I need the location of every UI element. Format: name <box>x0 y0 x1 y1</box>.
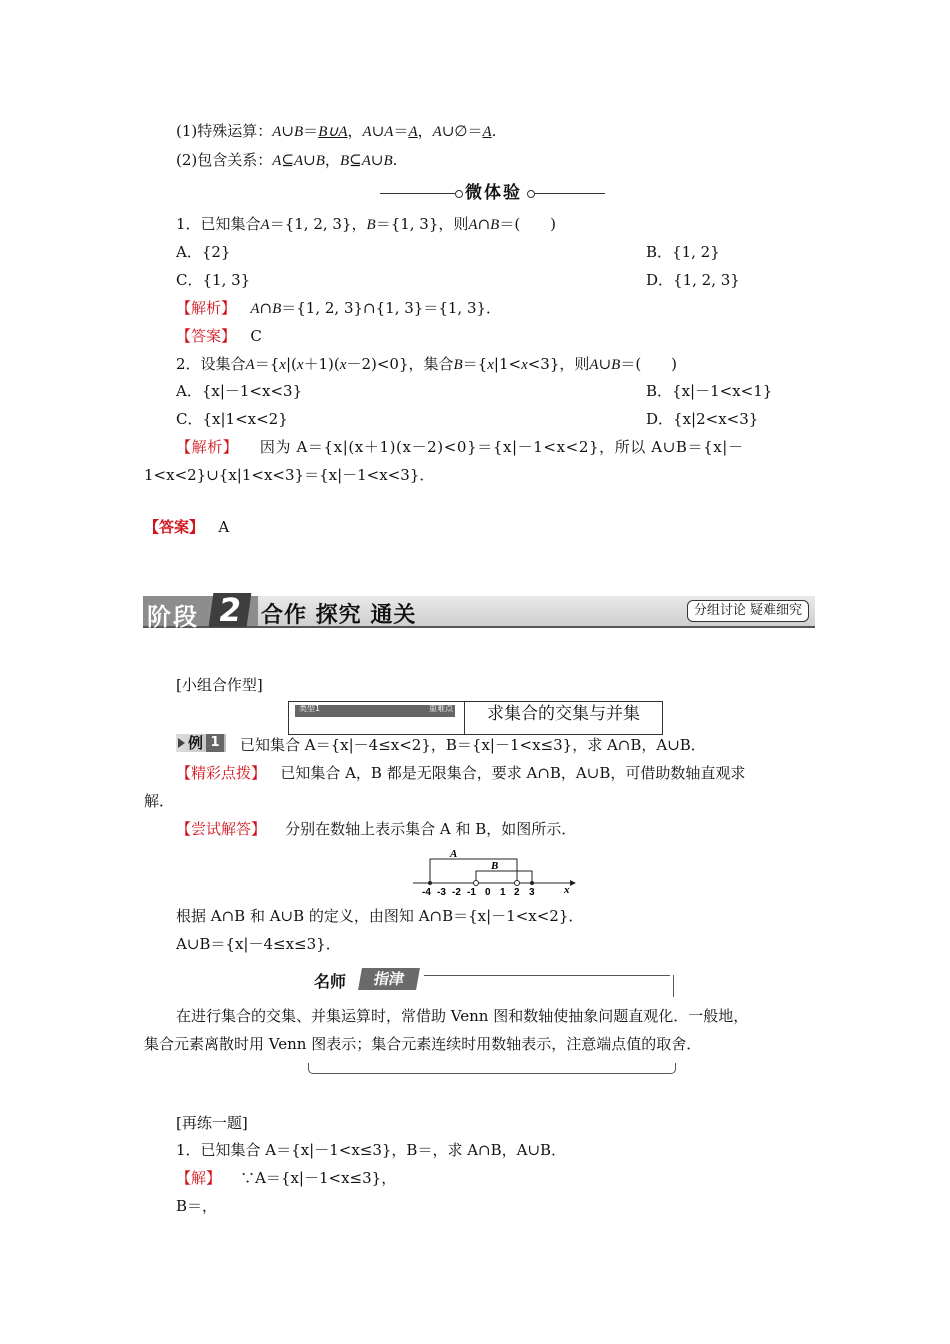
number-line-figure <box>405 845 585 895</box>
stage-title: 合作 探究 通关 <box>261 603 417 628</box>
q1-option-b: B．{1, 2} <box>646 243 720 261</box>
example-word: 例 <box>188 734 204 752</box>
type-title: 求集合的交集与并集 <box>464 701 663 735</box>
q2-option-c: C．{x|1<x<2} <box>176 410 288 428</box>
jingcai-line2: 解． <box>144 792 175 810</box>
tick--1: -1 <box>467 887 476 895</box>
example-tag <box>176 734 226 752</box>
example-number: 1 <box>206 734 224 752</box>
q1-option-c: C．{1, 3} <box>176 271 251 289</box>
stage-word: 阶段 <box>147 603 199 631</box>
q2-answer: 【答案】 A <box>144 518 230 536</box>
point-a-open <box>515 881 520 886</box>
point-b-closed <box>530 881 534 885</box>
type-strip <box>295 705 455 717</box>
weitiyan-heading: 微体验 <box>465 183 522 203</box>
tick-0: 0 <box>485 887 491 895</box>
box-right-edge <box>673 975 674 997</box>
analysis-label: 【解析】 <box>176 299 237 317</box>
section-divider-left <box>380 193 455 194</box>
box-top-line <box>424 975 670 976</box>
practice-question: 1．已知集合 A＝{x|－1<x≤3}，B＝，求 A∩B，A∪B． <box>176 1141 567 1159</box>
teacher-tip-line1: 在进行集合的交集、并集运算时，常借助 Venn 图和数轴使抽象问题直观化．一般地， <box>176 1007 749 1025</box>
answer-label: 【答案】 <box>144 518 205 536</box>
teacher-tip-line2: 集合元素离散时用 Venn 图表示；集合元素连续时用数轴表示，注意端点值的取舍． <box>144 1035 702 1053</box>
attempt-label: 【尝试解答】 <box>176 820 267 838</box>
analysis-label: 【解析】 <box>176 438 239 456</box>
q2-analysis-line1: 【解析】 因为 A＝{x|(x＋1)(x－2)<0}＝{x|－1<x<2}，所以 A∪B＝{x|－ <box>176 438 744 456</box>
stage-number: 2 <box>209 593 252 627</box>
label-b: B <box>491 860 499 872</box>
practice-solution-line2: B＝， <box>176 1197 218 1215</box>
point-b-open <box>474 881 479 886</box>
q2-stem: 2．设集合A＝{x|(x＋1)(x－2)<0}，集合B＝{x|1<x<3}，则A∪B＝( ) <box>176 355 678 373</box>
group-label: [小组合作型] <box>176 676 263 694</box>
q1-analysis: 【解析】 A∩B＝{1, 2, 3}∩{1, 3}＝{1, 3}． <box>176 299 502 317</box>
stage-banner <box>143 591 815 631</box>
label-a: A <box>450 848 458 860</box>
point-a-closed <box>428 881 432 885</box>
set-b-bracket <box>476 871 532 883</box>
stage-tag: 分组讨论 疑难细究 <box>687 600 809 622</box>
q1-stem: 1．已知集合A＝{1, 2, 3}，B＝{1, 3}，则A∩B＝( ) <box>176 215 557 233</box>
teacher-label: 名师 <box>314 972 347 991</box>
divider-dot-right <box>527 190 535 198</box>
q2-option-a: A．{x|－1<x<3} <box>176 382 303 400</box>
q1-answer: 【答案】 C <box>176 327 262 345</box>
practice-solution-line1: 【解】 ∵A＝{x|－1<x≤3}， <box>176 1169 397 1187</box>
tick--4: -4 <box>422 887 431 895</box>
tick--2: -2 <box>452 887 461 895</box>
tick--3: -3 <box>437 887 446 895</box>
property-special-operations: (1)特殊运算：A∪B＝B∪A，A∪A＝A，A∪∅＝A. <box>176 122 497 140</box>
solution-label: 【解】 <box>176 1169 222 1187</box>
answer-label: 【答案】 <box>176 327 237 345</box>
tick-1: 1 <box>500 887 506 895</box>
axis-arrow <box>570 880 576 886</box>
type-tag: 类型1 <box>299 704 321 713</box>
hint-label: 【精彩点拨】 <box>176 764 267 782</box>
practice-label: [再练一题] <box>176 1114 248 1132</box>
changshi-line: 【尝试解答】 分别在数轴上表示集合 A 和 B，如图所示． <box>176 820 577 838</box>
example-text: 已知集合 A＝{x|－4≤x<2}，B＝{x|－1<x≤3}，求 A∩B，A∪B． <box>240 736 706 754</box>
label-x: x <box>564 884 570 895</box>
result-intersection: 根据 A∩B 和 A∪B 的定义，由图知 A∩B＝{x|－1<x<2}． <box>176 907 584 925</box>
q1-option-a: A．{2} <box>176 243 231 261</box>
q1-option-d: D．{1, 2, 3} <box>646 271 740 289</box>
type-badge-cell <box>288 701 465 735</box>
property-inclusion: (2)包含关系：A⊆A∪B，B⊆A∪B. <box>176 151 398 169</box>
tick-3: 3 <box>529 887 535 895</box>
box-bottom-edge <box>308 1063 676 1074</box>
teacher-label-highlight: 指津 <box>358 968 420 990</box>
q2-option-b: B．{x|－1<x<1} <box>646 382 773 400</box>
q2-analysis-line2: 1<x<2}∪{x|1<x<3}＝{x|－1<x<3}． <box>144 466 435 484</box>
tick-2: 2 <box>514 887 520 895</box>
jingcai-line1: 【精彩点拨】 已知集合 A，B 都是无限集合，要求 A∩B，A∪B，可借助数轴直观求 <box>176 764 746 782</box>
q2-option-d: D．{x|2<x<3} <box>646 410 759 428</box>
result-union: A∪B＝{x|－4≤x≤3}． <box>176 935 341 953</box>
divider-dot-left <box>455 190 463 198</box>
section-divider-right <box>535 193 605 194</box>
triangle-icon <box>178 738 185 748</box>
difficulty-tag: 重难点 <box>429 704 453 713</box>
